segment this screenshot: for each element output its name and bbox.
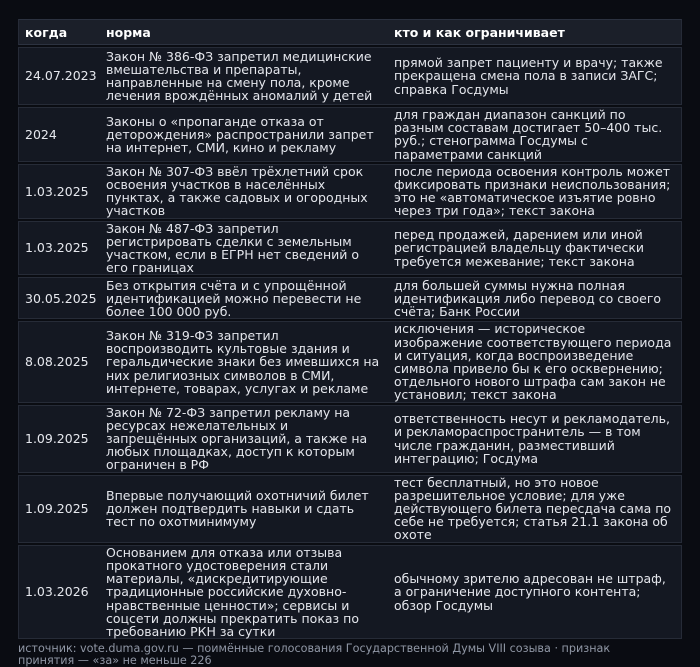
row-who: исключения — историческое изображение соответствующего периода и ситуация, когда воспроизведение символа привело бы к его осквернению; отдельного нового штрафа сам закон не установил; текст закона: [388, 321, 682, 402]
row-norm: Законы о «пропаганде отказа от деторождения» распространили запрет на интернет, СМИ, кино и рекламу: [100, 107, 388, 162]
table-row: [18, 164, 682, 219]
row-date: 8.08.2025: [18, 321, 100, 402]
header-who: кто и как ограничивает: [388, 19, 682, 45]
row-who: после периода освоения контроль может фиксировать признаки неиспользования; это не «автоматическое изъятие ровно через три года»; текст закона: [388, 164, 682, 219]
row-norm: Закон № 386-ФЗ запретил медицинские вмешательства и препараты, направленные на смену пола, кроме лечения врождённых аномалий у детей: [100, 47, 388, 105]
table-row: [18, 475, 682, 543]
row-who: обычному зрителю адресован не штраф, а ограничение доступного контента; обзор Госдумы: [388, 545, 682, 639]
table-row: [18, 221, 682, 276]
header-norm: норма: [100, 19, 388, 45]
table-row: [18, 545, 682, 639]
row-date: 2024: [18, 107, 100, 162]
row-date: 24.07.2023: [18, 47, 100, 105]
norms-table: [18, 17, 682, 641]
row-who: перед продажей, дарением или иной регистрацией владельцу фактически требуется межевание; текст закона: [388, 221, 682, 276]
row-norm: Закон № 319-ФЗ запретил воспроизводить культовые здания и геральдические знаки без имевшихся на них религиозных символов в СМИ, интернете, товарах, услугах и рекламе: [100, 321, 388, 402]
row-date: 1.03.2025: [18, 164, 100, 219]
header-when: когда: [18, 19, 100, 45]
row-date: 30.05.2025: [18, 277, 100, 319]
table-row: [18, 47, 682, 105]
row-who: прямой запрет пациенту и врачу; также прекращена смена пола в записи ЗАГС; справка Госдумы: [388, 47, 682, 105]
row-norm: Без открытия счёта и с упрощённой идентификацией можно перевести не более 100 000 руб.: [100, 277, 388, 319]
row-who: для граждан диапазон санкций по разным составам достигает 50–400 тыс. руб.; стенограмма Госдумы с параметрами санкций: [388, 107, 682, 162]
row-norm: Закон № 307-ФЗ ввёл трёхлетний срок освоения участков в населённых пунктах, а также садовых и огородных участков: [100, 164, 388, 219]
row-who: тест бесплатный, но это новое разрешительное условие; для уже действующего билета пересдача сама по себе не требуется; статья 21.1 закона об охоте: [388, 475, 682, 543]
table-row: [18, 277, 682, 319]
row-who: ответственность несут и рекламодатель, и рекламораспространитель — в том числе гражданин, разместивший интеграцию; Госдума: [388, 405, 682, 473]
table-row: [18, 405, 682, 473]
table-header: [18, 19, 682, 45]
table-body: [18, 47, 682, 639]
row-date: 1.09.2025: [18, 475, 100, 543]
row-date: 1.09.2025: [18, 405, 100, 473]
row-norm: Впервые получающий охотничий билет должен подтвердить навыки и сдать тест по охотминимуму: [100, 475, 388, 543]
row-norm: Основанием для отказа или отзыва прокатного удостоверения стали материалы, «дискредитирующие традиционные российские духовно-нравственные ценности»; сервисы и соцсети должны прекратить показ по требованию РКН за сутки: [100, 545, 388, 639]
header-row: [18, 19, 682, 45]
row-date: 1.03.2025: [18, 221, 100, 276]
row-who: для большей суммы нужна полная идентификация либо перевод со своего счёта; Банк России: [388, 277, 682, 319]
row-norm: Закон № 72-ФЗ запретил рекламу на ресурсах нежелательных и запрещённых организаций, а также на любых площадках, доступ к которым ограничен в РФ: [100, 405, 388, 473]
table-row: [18, 107, 682, 162]
row-norm: Закон № 487-ФЗ запретил регистрировать сделки с земельным участком, если в ЕГРН нет сведений о его границах: [100, 221, 388, 276]
row-date: 1.03.2026: [18, 545, 100, 639]
source-note: источник: vote.duma.gov.ru — поимённые голосования Государственной Думы VIII созыва · признак принятия — «за» не меньше 226: [18, 642, 611, 667]
table-row: [18, 321, 682, 402]
